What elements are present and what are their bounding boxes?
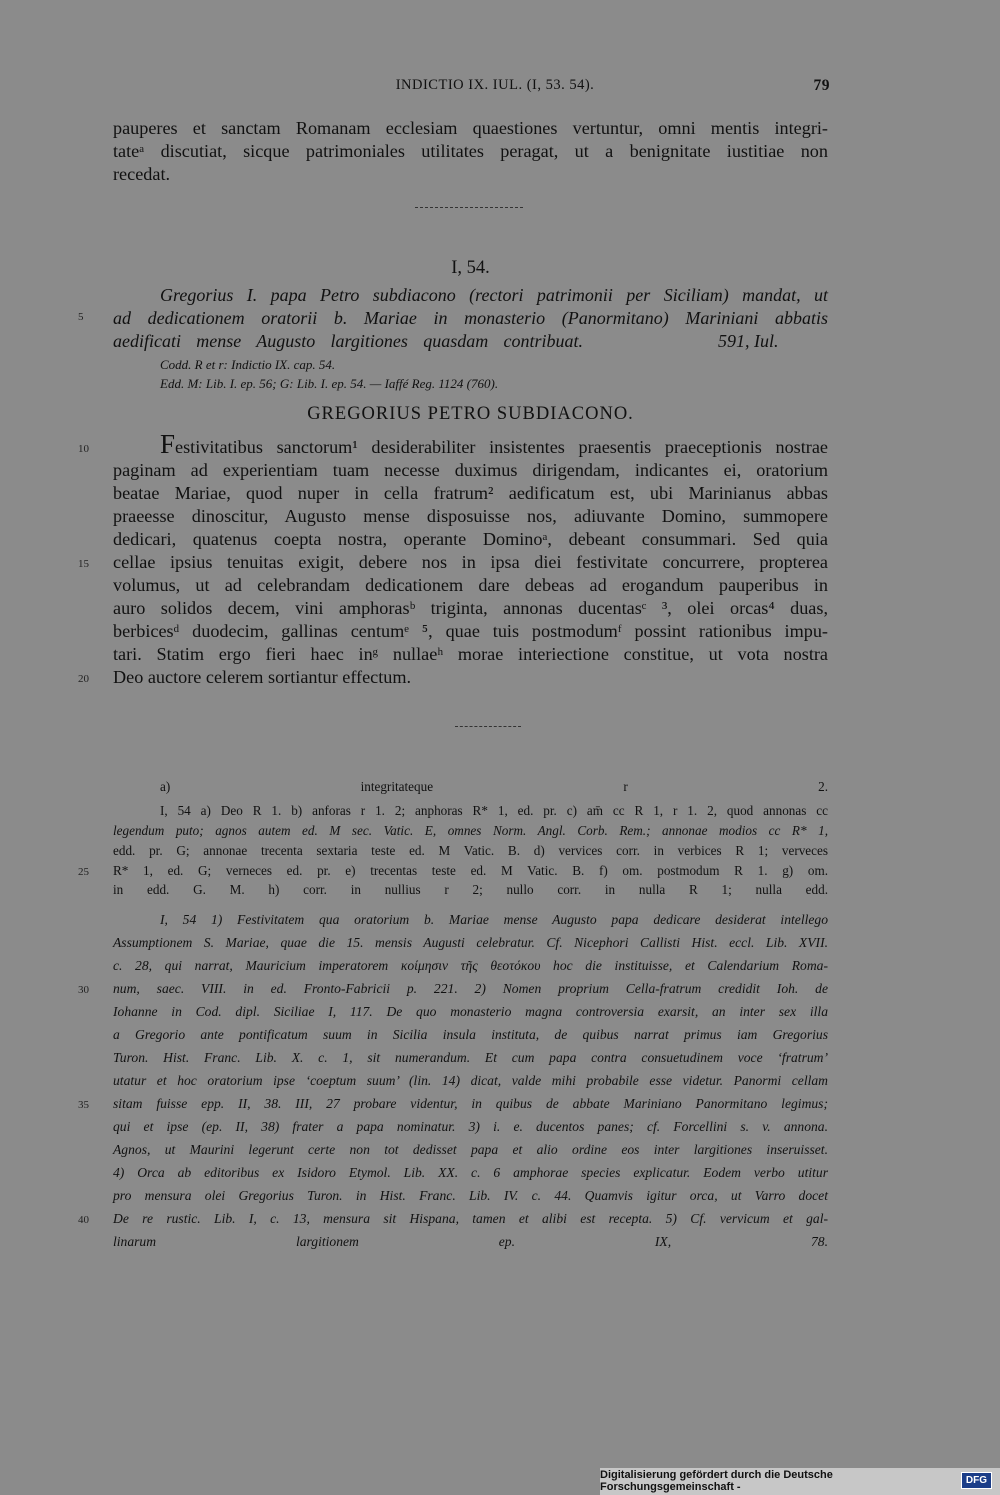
note-line: 4) Orca ab editoribus ex Isidoro Etymol. Lib. XX. c. 6 amphorae species explicatur. Eodem verbo utitur (113, 1165, 828, 1180)
line-number: 15 (78, 558, 89, 570)
dfg-logo: DFG (961, 1472, 992, 1489)
apparatus-line: edd. pr. G; annonae trecenta sextaria teste ed. M Vatic. B. d) vervices corr. in verbices R 1; verveces (113, 843, 828, 858)
apparatus-line: legendum puto; agnos autem ed. M sec. Vatic. E, omnes Norm. Angl. Corb. Rem.; annonae modios cc R* 1, (113, 823, 828, 838)
text-line: berbicesᵈ duodecim, gallinas centumᵉ ⁵, quae tuis postmodumᶠ possint rationibus impu- (113, 621, 828, 641)
text-line: tari. Statim ergo fieri haec inᵍ nullaeʰ morae interiectione constitue, ut vota nostra (113, 644, 828, 664)
text-line: Festivitatibus sanctorum¹ desiderabiliter insistentes praesentis praeceptionis nostrae (160, 429, 828, 459)
footer-text: Digitalisierung gefördert durch die Deutsche Forschungsgemeinschaft - (600, 1468, 833, 1493)
text-line: auro solidos decem, vini amphorasᵇ triginta, annonas ducentasᶜ ³, olei orcas⁴ duas, (113, 598, 828, 618)
letter-date: 591, Iul. (718, 331, 779, 351)
note-line: Turon. Hist. Franc. Lib. X. c. 1, sit numerandum. Et cum papa contra consuetudinem voce ‘fratrum’ (113, 1050, 828, 1065)
apparatus-line: a) integritateque r 2. (160, 779, 828, 794)
text-line: tateᵃ discutiat, sicque patrimoniales utilitates peragat, ut a benignitate iustitiae non (113, 141, 828, 161)
section-divider (455, 726, 521, 727)
text-line: dedicari, quatenus coepta nostra, operante Dominoᵃ, debeant consummari. Sed quia (113, 529, 828, 549)
note-line: pro mensura olei Gregorius Turon. in Hist. Franc. Lib. IV. c. 44. Quamvis igitur orca, ut Varro docet (113, 1188, 828, 1203)
codices-line: Codd. R et r: Indictio IX. cap. 54. (160, 357, 336, 372)
summary-line: Gregorius I. papa Petro subdiacono (rectori patrimonii per Siciliam) mandat, ut (160, 285, 828, 305)
note-line: linarum largitionem ep. IX, 78. (113, 1234, 828, 1249)
text-line: beatae Mariae, quod nuper in cella fratrum² aedificatum est, ubi Marinianus abbas (113, 483, 828, 503)
note-line: Iohanne in Cod. dipl. Siciliae I, 117. De quo monasterio magna controversia exarsit, an inter sex illa (113, 1004, 828, 1019)
text-line: pauperes et sanctam Romanam ecclesiam quaestiones vertuntur, omni mentis integri- (113, 118, 828, 138)
text-line: Deo auctore celerem sortiantur effectum. (113, 667, 412, 687)
line-number: 5 (78, 311, 84, 323)
apparatus-line: R* 1, ed. G; verneces ed. pr. e) trecentas teste ed. M Vatic. B. f) om. postmodum R 1. g) om. (113, 863, 828, 878)
text-line: recedat. (113, 164, 171, 184)
line-number: 10 (78, 443, 89, 455)
line-number: 25 (78, 866, 89, 878)
note-line: Assumptionem S. Mariae, quae die 15. mensis Augusti celebratur. Cf. Nicephori Callisti Hist. eccl. Lib. XVII. (113, 935, 828, 950)
text-line: volumus, ut ad celebrandam dedicationem dare debeas ad erogandum pauperibus in (113, 575, 828, 595)
header-title: INDICTIO IX. IUL. (I, 53. 54). (395, 77, 595, 93)
text-line: praeesse dinoscitur, Augusto mense disposuisse nos, adiuvante Domino, summopere (113, 506, 828, 526)
line-number: 30 (78, 984, 89, 996)
note-line: c. 28, qui narrat, Mauricium imperatorem κοίμησιν τῆς θεοτόκου hoc die instituisse, et Calendarium Roma- (113, 958, 828, 973)
apparatus-line: in edd. G. M. h) corr. in nullius r 2; nullo corr. in nulla R 1; nulla edd. (113, 882, 828, 897)
editions-line: Edd. M: Lib. I. ep. 56; G: Lib. I. ep. 54. — Iaffé Reg. 1124 (760). (160, 376, 499, 391)
summary-line: aedificati mense Augusto largitiones quasdam contribuat. (113, 331, 583, 351)
note-line: num, saec. VIII. in ed. Fronto-Fabricii p. 221. 2) Nomen proprium Cella-fratrum credidit Ioh. de (113, 981, 828, 996)
note-line: utatur et hoc oratorium ipse ‘coeptum suum’ (lin. 14) dicat, valde mihi probabile esse videtur. Panormi cellam (113, 1073, 828, 1088)
initial-letter: F (160, 429, 176, 459)
note-line: a Gregorio ante pontificatum suum in Sicilia insula instituta, de quibus narrat primus iam Gregorius (113, 1027, 828, 1042)
apparatus-line: I, 54 a) Deo R 1. b) anforas r 1. 2; anphoras R* 1, ed. pr. c) am̄ cc R 1, r 1. 2, quod annonas cc (160, 803, 828, 818)
funding-footer (600, 1468, 992, 1493)
line-number: 35 (78, 1099, 89, 1111)
line-number: 40 (78, 1214, 89, 1226)
note-line: Agnos, ut Maurini legerunt certe non tot dedisset papa et alio ordine eos inter largitiones inseruisset. (113, 1142, 828, 1157)
summary-line: ad dedicationem oratorii b. Mariae in monasterio (Panormitano) Mariniani abbatis (113, 308, 828, 328)
page-number: 79 (813, 77, 830, 94)
letter-number: I, 54. (451, 258, 490, 278)
line-number: 20 (78, 673, 89, 685)
text-line: cellae ipsius tenuitas exigit, debere nos in ipsa diei festivitate concurrere, propterea (113, 552, 828, 572)
note-line: sitam fuisse epp. II, 38. III, 27 probare videntur, in quibus de abbate Mariniano Panormitano legimus; (113, 1096, 828, 1111)
note-line: De re rustic. Lib. I, c. 13, mensura sit Hispana, tamen et alibi est recepta. 5) Cf. vervicum et gal- (113, 1211, 828, 1226)
letter-heading: GREGORIUS PETRO SUBDIACONO. (307, 404, 634, 424)
text-line: paginam ad experientiam tuam necesse duximus dirigendam, indicantes ei, oratorium (113, 460, 828, 480)
note-line: qui et ipse (ep. II, 38) frater a papa nominatur. 3) i. e. ducentos panes; cf. Forcellini s. v. annona. (113, 1119, 828, 1134)
section-divider (415, 207, 523, 208)
note-line: I, 54 1) Festivitatem qua oratorium b. Mariae mense Augusto papa dedicare desiderat intellego (160, 912, 828, 927)
